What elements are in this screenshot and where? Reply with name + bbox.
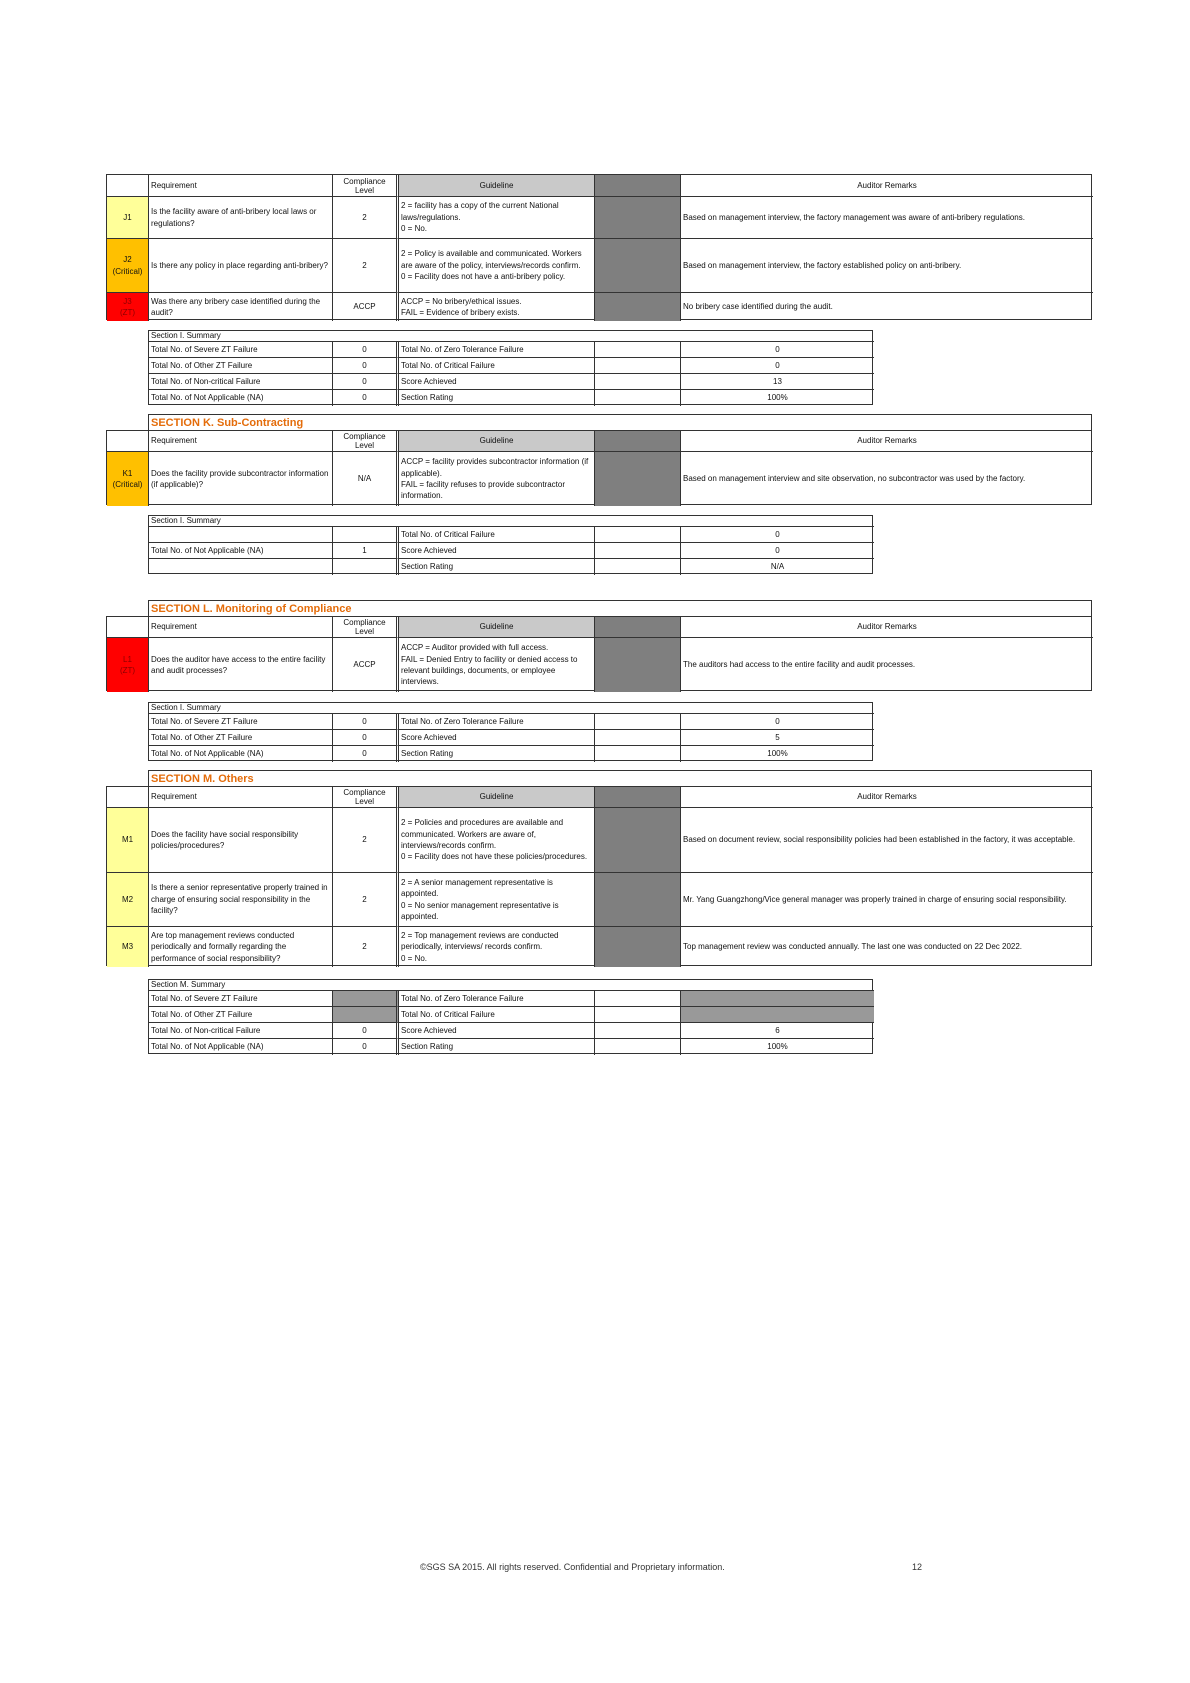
summary-value: 0 xyxy=(333,390,399,406)
summary-label: Total No. of Other ZT Failure xyxy=(149,1007,333,1023)
grey-header xyxy=(595,175,681,197)
summary-spacer xyxy=(595,1007,681,1023)
summary-value: 0 xyxy=(681,358,874,374)
compliance-header: Compliance Level xyxy=(333,787,399,808)
summary-spacer xyxy=(595,543,681,559)
guideline-header: Guideline xyxy=(399,787,595,808)
summary-title: Section I. Summary xyxy=(149,331,874,342)
summary-value: 0 xyxy=(681,714,874,730)
grey-cell xyxy=(595,197,681,239)
summary-spacer xyxy=(595,1023,681,1039)
row-guideline: 2 = facility has a copy of the current National laws/regulations. 0 = No. xyxy=(399,197,595,239)
row-level: ACCP xyxy=(333,638,399,692)
section-k-summary xyxy=(148,515,873,574)
summary-value: 0 xyxy=(333,730,399,746)
summary-label: Total No. of Critical Failure xyxy=(399,358,595,374)
grey-cell xyxy=(595,808,681,873)
row-code: J2 (Critical) xyxy=(107,239,149,293)
row-requirement: Is there any policy in place regarding anti-bribery? xyxy=(149,239,333,293)
section-l-title: SECTION L. Monitoring of Compliance xyxy=(151,603,352,615)
row-code: K1 (Critical) xyxy=(107,452,149,506)
summary-label: Section Rating xyxy=(399,559,595,575)
guideline-header: Guideline xyxy=(399,617,595,638)
summary-value: 0 xyxy=(333,746,399,762)
row-code: M2 xyxy=(107,873,149,927)
summary-spacer xyxy=(595,374,681,390)
remarks-header: Auditor Remarks xyxy=(681,431,1093,452)
row-remark: Mr. Yang Guangzhong/Vice general manager was properly trained in charge of ensuring social responsibility. xyxy=(681,873,1093,927)
summary-label: Total No. of Severe ZT Failure xyxy=(149,991,333,1007)
row-guideline: 2 = Policies and procedures are available and communicated. Workers are aware of, interviews/records confirm. 0 = Facility does not have these policies/procedures. xyxy=(399,808,595,873)
section-j-summary xyxy=(148,330,873,405)
summary-label: Total No. of Critical Failure xyxy=(399,1007,595,1023)
row-requirement: Is the facility aware of anti-bribery local laws or regulations? xyxy=(149,197,333,239)
row-requirement: Was there any bribery case identified during the audit? xyxy=(149,293,333,321)
row-guideline: 2 = Policy is available and communicated. Workers are aware of the policy, interviews/records confirm. 0 = Facility does not have a anti-bribery policy. xyxy=(399,239,595,293)
summary-value: 13 xyxy=(681,374,874,390)
summary-title: Section I. Summary xyxy=(149,516,874,527)
requirement-header: Requirement xyxy=(149,431,333,452)
section-m-summary xyxy=(148,979,873,1054)
row-code: J1 xyxy=(107,197,149,239)
row-remark: Based on management interview and site observation, no subcontractor was used by the factory. xyxy=(683,474,1026,484)
row-requirement: Are top management reviews conducted periodically and formally regarding the performance of social responsibility? xyxy=(149,927,333,967)
summary-label: Score Achieved xyxy=(399,730,595,746)
compliance-header: Compliance Level xyxy=(333,617,399,638)
row-guideline: ACCP = No bribery/ethical issues. FAIL = Evidence of bribery exists. xyxy=(399,293,595,321)
summary-title: Section I. Summary xyxy=(149,703,874,714)
summary-spacer xyxy=(595,714,681,730)
row-remark: Based on management interview, the factory management was aware of anti-bribery regulations. xyxy=(681,197,1093,239)
section-k-table xyxy=(106,430,1092,505)
row-remark: Based on management interview, the factory established policy on anti-bribery. xyxy=(681,239,1093,293)
summary-value: 0 xyxy=(333,1039,399,1055)
summary-spacer xyxy=(595,1039,681,1055)
summary-value: 100% xyxy=(767,393,788,403)
row-level: 2 xyxy=(333,927,399,967)
summary-value: 100% xyxy=(767,749,788,759)
section-j-table xyxy=(106,174,1092,320)
summary-label: Score Achieved xyxy=(399,1023,595,1039)
grey-header xyxy=(595,431,681,452)
summary-value: 5 xyxy=(681,730,874,746)
section-l-summary xyxy=(148,702,873,761)
row-requirement: Does the auditor have access to the entire facility and audit processes? xyxy=(149,638,333,692)
summary-value: 0 xyxy=(333,374,399,390)
section-m-title: SECTION M. Others xyxy=(151,773,254,785)
row-guideline: 2 = A senior management representative is appointed. 0 = No senior management representative is appointed. xyxy=(399,873,595,927)
footer-copyright: ©SGS SA 2015. All rights reserved. Confidential and Proprietary information. xyxy=(420,1562,725,1572)
summary-value: 0 xyxy=(333,342,399,358)
summary-value: 0 xyxy=(681,543,874,559)
code-header xyxy=(107,431,149,452)
section-l-title-bar xyxy=(148,600,1092,617)
code-header xyxy=(107,787,149,808)
row-requirement: Does the facility have social responsibility policies/procedures? xyxy=(149,808,333,873)
code-header xyxy=(107,175,149,197)
summary-label: Score Achieved xyxy=(399,543,595,559)
row-guideline: ACCP = Auditor provided with full access. FAIL = Denied Entry to facility or denied access to relevant buildings, documents, or employee interviews. xyxy=(399,638,595,692)
summary-spacer xyxy=(595,390,681,406)
guideline-header: Guideline xyxy=(399,431,595,452)
guideline-header: Guideline xyxy=(399,175,595,197)
summary-label: Total No. of Zero Tolerance Failure xyxy=(399,714,595,730)
grey-cell xyxy=(595,638,681,692)
row-remark: Top management review was conducted annually. The last one was conducted on 22 Dec 2022. xyxy=(683,942,1023,952)
summary-label: Total No. of Zero Tolerance Failure xyxy=(399,991,595,1007)
remarks-header: Auditor Remarks xyxy=(681,617,1093,638)
summary-value: 0 xyxy=(681,342,874,358)
summary-title: Section M. Summary xyxy=(149,980,874,991)
row-requirement: Is there a senior representative properly trained in charge of ensuring social responsibility in the facility? xyxy=(149,873,333,927)
summary-value xyxy=(333,559,399,575)
row-level: 2 xyxy=(333,873,399,927)
row-code: J3 (ZT) xyxy=(107,293,149,321)
summary-value xyxy=(333,991,399,1007)
summary-spacer xyxy=(595,746,681,762)
summary-label xyxy=(149,559,333,575)
section-m-table xyxy=(106,786,1092,966)
grey-header xyxy=(595,787,681,808)
summary-spacer xyxy=(595,991,681,1007)
summary-label: Total No. of Not Applicable (NA) xyxy=(149,746,333,762)
requirement-header: Requirement xyxy=(149,617,333,638)
summary-value: 0 xyxy=(333,714,399,730)
summary-spacer xyxy=(595,559,681,575)
summary-label: Total No. of Other ZT Failure xyxy=(149,730,333,746)
row-code: M1 xyxy=(107,808,149,873)
row-remark: Based on document review, social responsibility policies had been established in the factory, it was acceptable. xyxy=(681,808,1093,873)
summary-label: Total No. of Not Applicable (NA) xyxy=(149,543,333,559)
row-remark: The auditors had access to the entire facility and audit processes. xyxy=(683,660,916,670)
summary-value: 0 xyxy=(333,1023,399,1039)
row-level: ACCP xyxy=(333,293,399,321)
summary-label: Total No. of Not Applicable (NA) xyxy=(149,390,333,406)
summary-value xyxy=(333,1007,399,1023)
remarks-header: Auditor Remarks xyxy=(681,787,1093,808)
requirement-header: Requirement xyxy=(149,787,333,808)
summary-label: Section Rating xyxy=(399,1039,595,1055)
grey-header xyxy=(595,617,681,638)
summary-label: Total No. of Severe ZT Failure xyxy=(149,714,333,730)
page-number: 12 xyxy=(912,1562,923,1572)
section-l-table xyxy=(106,616,1092,691)
summary-label: Score Achieved xyxy=(399,374,595,390)
row-requirement: Does the facility provide subcontractor information (if applicable)? xyxy=(149,452,333,506)
row-level: 2 xyxy=(333,239,399,293)
row-level: 2 xyxy=(333,808,399,873)
summary-value xyxy=(681,1007,874,1023)
row-level: 2 xyxy=(333,197,399,239)
summary-label: Total No. of Non-critical Failure xyxy=(149,374,333,390)
summary-value: 6 xyxy=(681,1023,874,1039)
summary-spacer xyxy=(595,730,681,746)
summary-label: Total No. of Critical Failure xyxy=(399,527,595,543)
row-level: N/A xyxy=(333,452,399,506)
summary-label: Total No. of Zero Tolerance Failure xyxy=(399,342,595,358)
grey-cell xyxy=(595,293,681,321)
section-k-title-bar xyxy=(148,414,1092,431)
summary-label: Section Rating xyxy=(399,390,595,406)
requirement-header: Requirement xyxy=(149,175,333,197)
summary-label: Section Rating xyxy=(399,746,595,762)
summary-label: Total No. of Non-critical Failure xyxy=(149,1023,333,1039)
summary-spacer xyxy=(595,358,681,374)
summary-label xyxy=(149,527,333,543)
remarks-header: Auditor Remarks xyxy=(681,175,1093,197)
row-remark: No bribery case identified during the audit. xyxy=(683,302,833,312)
code-header xyxy=(107,617,149,638)
section-k-title: SECTION K. Sub-Contracting xyxy=(151,417,304,429)
grey-cell xyxy=(595,873,681,927)
row-guideline: 2 = Top management reviews are conducted periodically, interviews/ records confirm. 0 = No. xyxy=(399,927,595,967)
grey-cell xyxy=(595,239,681,293)
grey-cell xyxy=(595,452,681,506)
grey-cell xyxy=(595,927,681,967)
summary-value: 1 xyxy=(333,543,399,559)
summary-label: Total No. of Not Applicable (NA) xyxy=(149,1039,333,1055)
summary-label: Total No. of Other ZT Failure xyxy=(149,358,333,374)
summary-value: 0 xyxy=(333,358,399,374)
summary-value: 100% xyxy=(767,1042,788,1052)
summary-label: Total No. of Severe ZT Failure xyxy=(149,342,333,358)
summary-value xyxy=(333,527,399,543)
summary-value xyxy=(681,991,874,1007)
compliance-header: Compliance Level xyxy=(333,431,399,452)
summary-spacer xyxy=(595,527,681,543)
summary-value: N/A xyxy=(770,562,785,572)
row-guideline: ACCP = facility provides subcontractor information (if applicable). FAIL = facility refuses to provide subcontractor information. xyxy=(399,452,595,506)
summary-value: 0 xyxy=(681,527,874,543)
row-code: M3 xyxy=(107,927,149,967)
row-code: L1 (ZT) xyxy=(107,638,149,692)
summary-spacer xyxy=(595,342,681,358)
section-m-title-bar xyxy=(148,770,1092,787)
compliance-header: Compliance Level xyxy=(333,175,399,197)
